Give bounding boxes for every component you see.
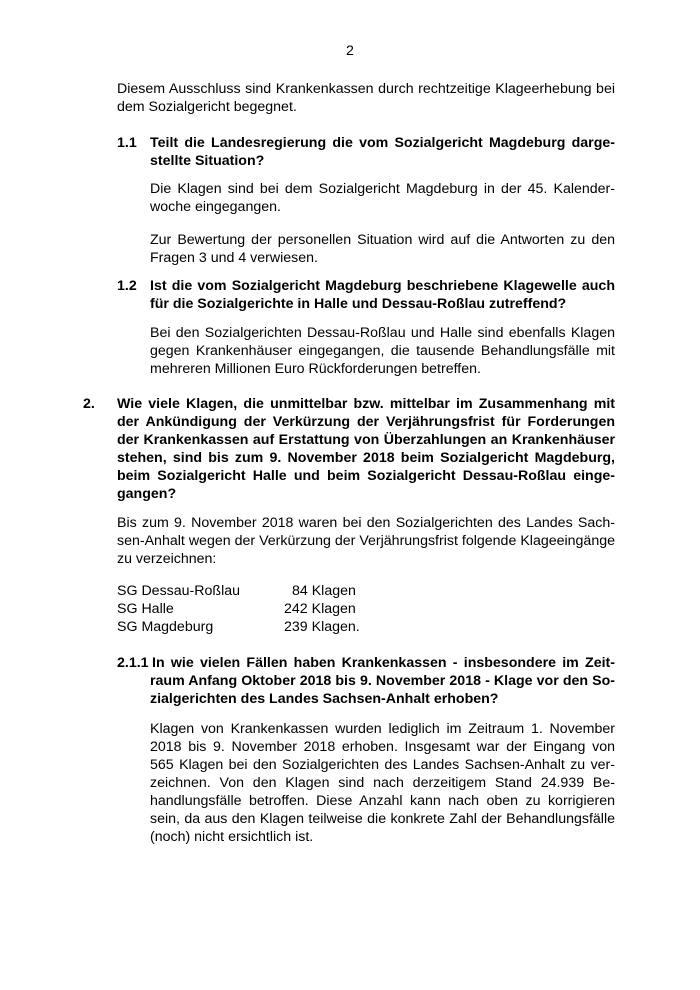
question-line: gangen? bbox=[117, 486, 177, 502]
question-line: raum Anfang Oktober 2018 bis 9. November 2018 - Klage vor den So- bbox=[150, 673, 615, 689]
question-line: Wie viele Klagen, die unmittelbar bzw. mittelbar im Zusammenhang mit bbox=[117, 396, 615, 412]
claim-count: 84 Klagen bbox=[292, 583, 356, 599]
answer-line: zeichnen. Von den Klagen sind nach derzeitigem Stand 24.939 Be- bbox=[150, 775, 615, 791]
answer-line: 2018 bis 9. November 2018 erhoben. Insgesamt war der Eingang von bbox=[150, 739, 615, 755]
answer-line: mehreren Millionen Euro Rückforderungen betreffen. bbox=[150, 361, 481, 377]
question-line: für die Sozialgerichte in Halle und Dessau-Roßlau zutreffend? bbox=[150, 296, 567, 312]
intro-line: dem Sozialgericht begegnet. bbox=[117, 99, 297, 115]
question-line: In wie vielen Fällen haben Krankenkassen - insbesondere im Zeit- bbox=[152, 655, 615, 671]
answer-line: gegen Krankenhäuser eingegangen, die tausende Behandlungsfälle mit bbox=[150, 343, 615, 359]
answer-line: handlungsfälle betroffen. Diese Anzahl kann nach oben zu korrigieren bbox=[150, 793, 615, 809]
question-number: 1.1 bbox=[117, 135, 137, 151]
question-number: 2.1.1 bbox=[117, 655, 149, 671]
court-name: SG Dessau-Roßlau bbox=[117, 583, 241, 599]
question-line: der Krankenkassen auf Erstattung von Überzahlungen an Krankenhäuser bbox=[117, 432, 615, 448]
question-number: 2. bbox=[83, 396, 95, 412]
answer-line: (noch) nicht ersichtlich ist. bbox=[150, 829, 314, 845]
answer-line: Die Klagen sind bei dem Sozialgericht Magdeburg in der 45. Kalender- bbox=[150, 181, 615, 197]
answer-line: woche eingegangen. bbox=[150, 199, 281, 215]
court-name: SG Halle bbox=[117, 601, 174, 617]
page-number: 2 bbox=[346, 43, 354, 59]
question-line: zialgerichten des Landes Sachsen-Anhalt erhoben? bbox=[150, 691, 499, 707]
court-name: SG Magdeburg bbox=[117, 619, 214, 635]
question-line: beim Sozialgericht Halle und beim Sozialgericht Dessau-Roßlau einge- bbox=[117, 468, 615, 484]
intro-line: Diesem Ausschluss sind Krankenkassen durch rechtzeitige Klageerhebung bei bbox=[117, 81, 615, 97]
claim-count: 239 Klagen. bbox=[284, 619, 360, 635]
question-line: Teilt die Landesregierung die vom Sozialgericht Magdeburg darge- bbox=[150, 135, 615, 151]
answer-line: sen-Anhalt wegen der Verkürzung der Verjährungsfrist folgende Klageeingänge bbox=[117, 533, 615, 549]
question-line: stellte Situation? bbox=[150, 153, 265, 169]
answer-line: Zur Bewertung der personellen Situation wird auf die Antworten zu den bbox=[150, 232, 615, 248]
answer-line: Fragen 3 und 4 verwiesen. bbox=[150, 250, 318, 266]
question-number: 1.2 bbox=[117, 278, 137, 294]
question-line: der Ankündigung der Verkürzung der Verjährungsfrist für Forderungen bbox=[117, 414, 615, 430]
answer-line: Bei den Sozialgerichten Dessau-Roßlau und Halle sind ebenfalls Klagen bbox=[150, 325, 615, 341]
answer-line: Klagen von Krankenkassen wurden lediglich im Zeitraum 1. November bbox=[150, 721, 615, 737]
question-line: stehen, sind bis zum 9. November 2018 beim Sozialgericht Magdeburg, bbox=[117, 450, 615, 466]
answer-line: sein, da aus den Klagen teilweise die konkrete Zahl der Behandlungsfälle bbox=[150, 811, 615, 827]
answer-line: Bis zum 9. November 2018 waren bei den Sozialgerichten des Landes Sach- bbox=[117, 515, 615, 531]
question-line: Ist die vom Sozialgericht Magdeburg beschriebene Klagewelle auch bbox=[150, 278, 615, 294]
answer-line: 565 Klagen bei den Sozialgerichten des Landes Sachsen-Anhalt zu ver- bbox=[150, 757, 615, 773]
claim-count: 242 Klagen bbox=[284, 601, 356, 617]
answer-line: zu verzeichnen: bbox=[117, 551, 217, 567]
